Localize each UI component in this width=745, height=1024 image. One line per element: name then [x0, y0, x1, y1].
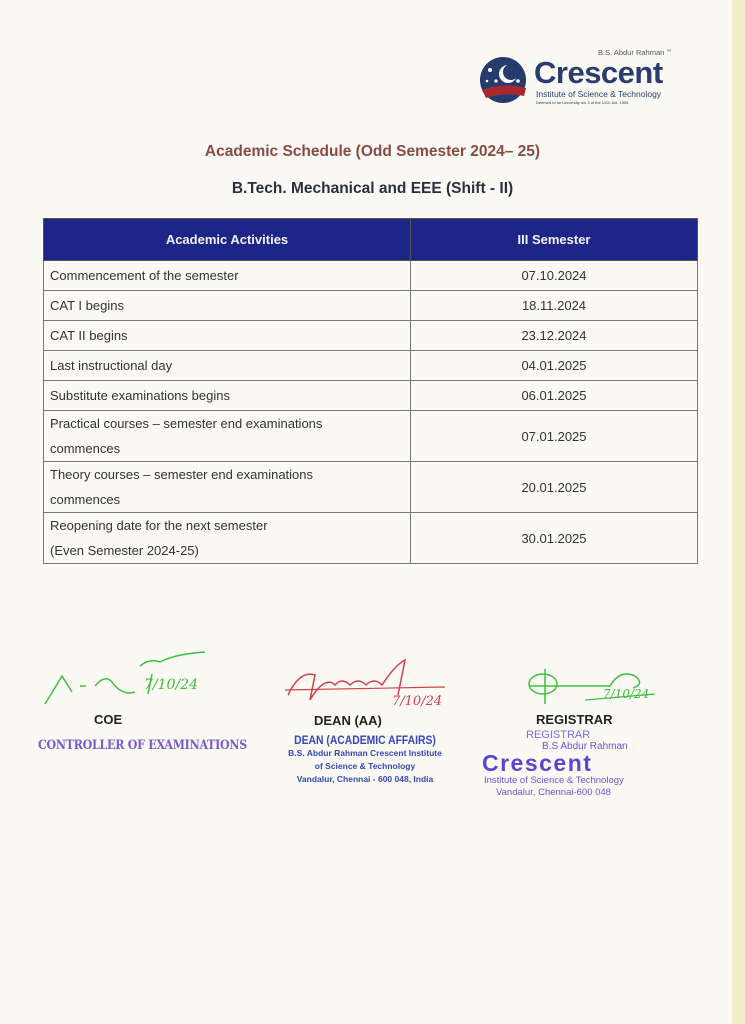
activity-cell: CAT I begins	[44, 291, 411, 321]
registrar-signature-date: 7/10/24	[603, 687, 650, 701]
dean-label: DEAN (AA)	[314, 713, 382, 728]
registrar-stamp-line: Institute of Science & Technology	[484, 775, 624, 786]
logo-name: Crescent	[534, 55, 663, 90]
crescent-emblem-icon	[478, 56, 530, 106]
registrar-stamp	[482, 729, 660, 799]
dean-stamp-line: Vandalur, Chennai - 600 048, India	[296, 774, 434, 784]
activity-line: Reopening date for the next semester	[50, 518, 268, 533]
activity-line: Theory courses – semester end examinations	[50, 467, 314, 482]
activity-cell: CAT II begins	[44, 321, 411, 351]
activity-cell	[44, 513, 411, 564]
page-title: Academic Schedule (Odd Semester 2024– 25)	[204, 143, 541, 160]
dean-stamp	[276, 735, 454, 786]
registrar-stamp-line: Vandalur, Chennai-600 048	[496, 787, 611, 798]
coe-signature	[40, 648, 215, 710]
date-cell: 30.01.2025	[411, 513, 698, 564]
registrar-signature	[525, 664, 665, 710]
schedule-table	[43, 218, 698, 564]
page-subtitle: B.Tech. Mechanical and EEE (Shift - II)	[231, 180, 514, 197]
dean-stamp-line: of Science & Technology	[314, 761, 416, 771]
date-cell: 20.01.2025	[411, 462, 698, 513]
table-row	[44, 381, 698, 411]
dean-signature	[280, 655, 450, 710]
activity-line: Practical courses – semester end examinations	[50, 416, 323, 431]
date-cell: 06.01.2025	[411, 381, 698, 411]
header-semester: III Semester	[411, 219, 698, 261]
logo-deemed: Deemed to be University u/s 3 of the UGC Act, 1956	[536, 100, 629, 105]
table-row	[44, 321, 698, 351]
date-cell: 07.01.2025	[411, 411, 698, 462]
table-row	[44, 462, 698, 513]
table-row	[44, 291, 698, 321]
activity-cell: Substitute examinations begins	[44, 381, 411, 411]
crescent-logo	[478, 48, 690, 110]
activity-line: commences	[50, 441, 121, 456]
table-row	[44, 261, 698, 291]
date-cell: 04.01.2025	[411, 351, 698, 381]
activity-cell: Commencement of the semester	[44, 261, 411, 291]
logo-institute: Institute of Science & Technology	[536, 89, 662, 99]
dean-stamp-line: DEAN (ACADEMIC AFFAIRS)	[294, 735, 436, 747]
coe-stamp: CONTROLLER OF EXAMINATIONS	[38, 738, 247, 753]
table-row	[44, 411, 698, 462]
activity-cell	[44, 462, 411, 513]
date-cell: 07.10.2024	[411, 261, 698, 291]
table-row	[44, 513, 698, 564]
date-cell: 23.12.2024	[411, 321, 698, 351]
registrar-label: REGISTRAR	[536, 712, 613, 727]
activity-line: commences	[50, 492, 121, 507]
activity-cell	[44, 411, 411, 462]
registrar-stamp-line: B.S Abdur Rahman	[542, 741, 628, 752]
dean-signature-date: 7/10/24	[392, 694, 443, 709]
coe-label: COE	[94, 712, 123, 727]
registrar-stamp-line: REGISTRAR	[526, 729, 591, 741]
date-cell: 18.11.2024	[411, 291, 698, 321]
coe-signature-date: 7/10/24	[144, 677, 198, 693]
registrar-stamp-line: Crescent	[482, 750, 593, 776]
activity-cell: Last instructional day	[44, 351, 411, 381]
table-row	[44, 351, 698, 381]
logo-prefix: B.S. Abdur Rahman ™	[598, 48, 672, 57]
table-header-row	[44, 219, 698, 261]
activity-line: (Even Semester 2024-25)	[50, 543, 199, 558]
dean-stamp-line: B.S. Abdur Rahman Crescent Institute	[288, 748, 442, 758]
header-activities: Academic Activities	[44, 219, 411, 261]
